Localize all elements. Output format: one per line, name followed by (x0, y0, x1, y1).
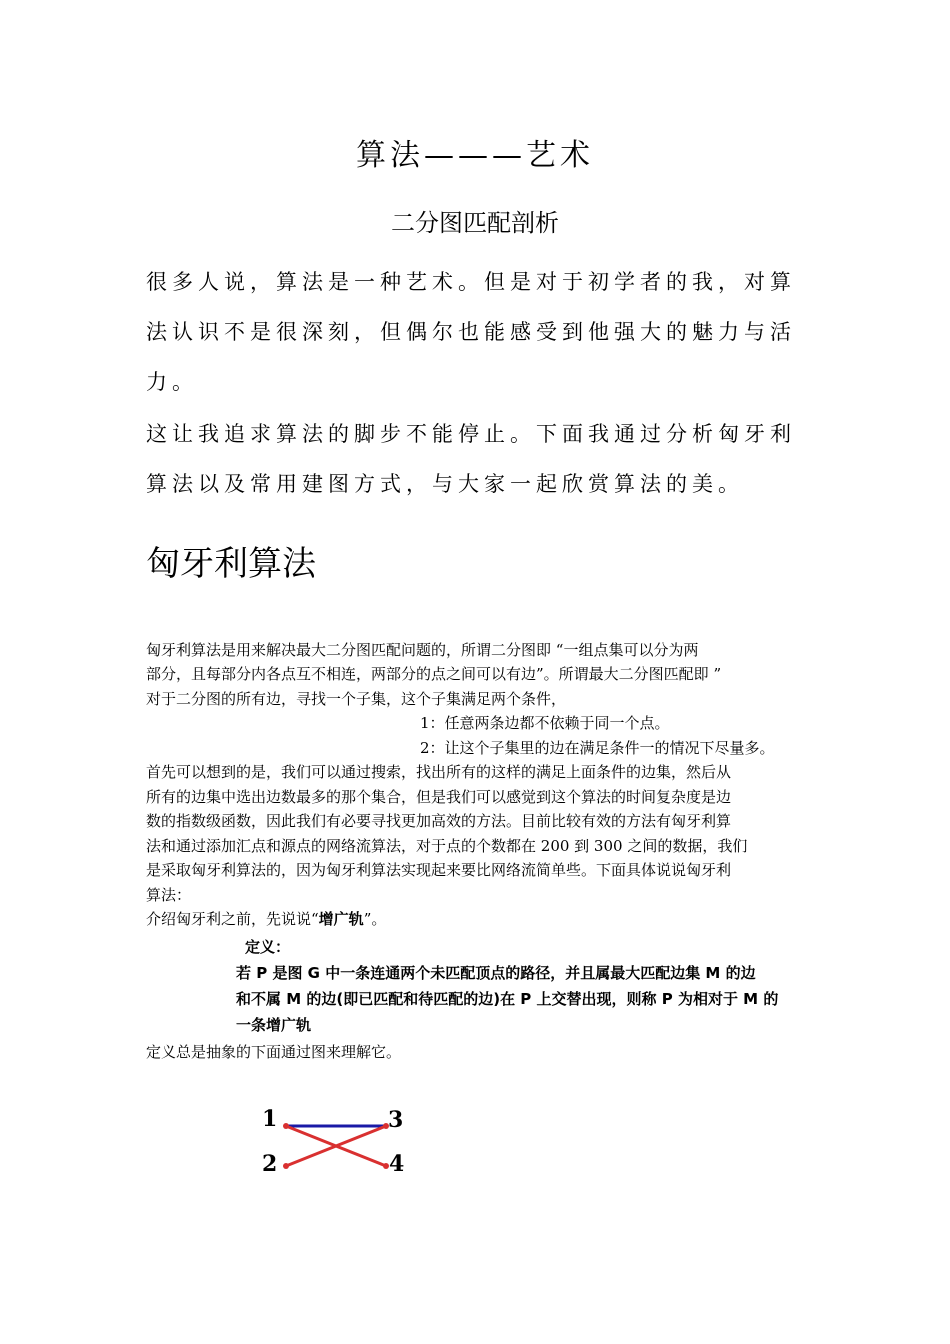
definition-line-2: 和不属 M 的边(即已匹配和待匹配的边)在 P 上交替出现，则称 P 为相对于 M 的 (236, 990, 779, 1008)
page-title: 算法———艺术 (356, 138, 594, 173)
definition-line-3: 一条增广轨 (236, 1016, 312, 1034)
intro-line-2: 法认识不是很深刻，但偶尔也能感受到他强大的魅力与活 (146, 320, 796, 344)
intro-line-3: 力。 (146, 370, 198, 394)
after-definition: 定义总是抽象的下面通过图来理解它。 (146, 1043, 402, 1061)
definition-label: 定义： (245, 938, 291, 956)
definition-line-1: 若 P 是图 G 中一条连通两个未匹配顶点的路径，并且属最大匹配边集 M 的边 (236, 964, 756, 982)
augmenting-path-diagram (250, 1100, 420, 1180)
body-line-5: 所有的边集中选出边数最多的那个集合，但是我们可以感觉到这个算法的时间复杂度是边 (146, 788, 732, 806)
body-line-1: 匈牙利算法是用来解决最大二分图匹配问题的，所谓二分图即 “一组点集可以分为两 (146, 641, 699, 659)
body-line-4: 首先可以想到的是，我们可以通过搜索，找出所有的这样的满足上面条件的边集，然后从 (146, 763, 732, 781)
intro-term: 增广轨 (318, 910, 364, 928)
node-label-1: 1 (262, 1106, 278, 1132)
node-2-dot (283, 1163, 289, 1169)
body-line-2: 部分，且每部分内各点互不相连，两部分的点之间可以有边”。所谓最大二分图匹配即 ” (146, 665, 722, 683)
intro-line-5: 算法以及常用建图方式，与大家一起欣赏算法的美。 (146, 472, 744, 496)
node-label-4: 4 (389, 1151, 405, 1177)
body-line-3: 对于二分图的所有边，寻找一个子集，这个子集满足两个条件， (146, 690, 567, 708)
page-subtitle: 二分图匹配剖析 (391, 209, 559, 237)
body-line-8: 是采取匈牙利算法的，因为匈牙利算法实现起来要比网络流简单些。下面具体说说匈牙利 (146, 861, 732, 879)
intro-line-1: 很多人说，算法是一种艺术。但是对于初学者的我，对算 (146, 270, 796, 294)
body-line-7: 法和通过添加汇点和源点的网络流算法，对于点的个数都在 200 到 300 之间的数据，我们 (146, 837, 748, 855)
node-label-2: 2 (262, 1151, 278, 1177)
section-heading: 匈牙利算法 (146, 544, 316, 584)
augmenting-path-intro (146, 907, 811, 932)
body-line-9: 算法： (146, 886, 192, 904)
condition-1: 1：任意两条边都不依赖于同一个点。 (420, 714, 670, 732)
intro-line-4: 这让我追求算法的脚步不能停止。下面我通过分析匈牙利 (146, 422, 796, 446)
body-line-6: 数的指数级函数，因此我们有必要寻找更加高效的方法。目前比较有效的方法有匈牙利算 (146, 812, 732, 830)
intro-prefix: 介绍匈牙利之前，先说说“ (146, 910, 319, 928)
condition-2: 2：让这个子集里的边在满足条件一的情况下尽量多。 (420, 739, 775, 757)
intro-suffix: ”。 (363, 910, 387, 928)
node-label-3: 3 (388, 1107, 404, 1133)
node-1-dot (283, 1123, 289, 1129)
